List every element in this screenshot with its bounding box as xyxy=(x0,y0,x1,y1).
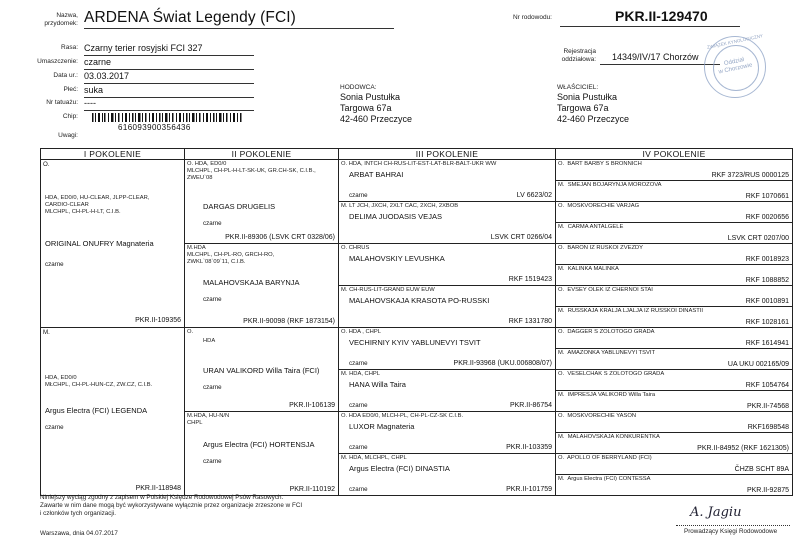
dog-name: Argus Electra (FCI) LEGENDA xyxy=(45,406,148,415)
registration-value: 14349/IV/17 Chorzów xyxy=(612,52,699,62)
owner-city: 42-460 Przeczyce xyxy=(557,114,630,124)
footer-disclaimer: Niniejszy wyciąg zgodny z zapisem w Polskiej Księdze Rodowodowej Psów Rasowych. Zawarte w nim dane mogą być wykorzystywane wyłącznie przez organizacje zrzeszone w FCI i członków tych organizacji. xyxy=(40,494,303,517)
reg-number: PKR.II-103359 xyxy=(506,444,552,451)
chip-barcode xyxy=(92,113,242,122)
breeder-label: HODOWCA: xyxy=(340,84,377,91)
gen4-5: O. BARON IZ RUSKOI ZVEZDY RKF 0018923 xyxy=(556,244,793,265)
signer-label: Prowadzący Księgi Rodowodowe xyxy=(684,528,778,535)
stamp-ring-text: ZWIĄZEK KYNOLOGICZNY xyxy=(706,33,764,50)
reg-number: PKR.II-118948 xyxy=(135,485,181,492)
dog-name: ARDENA Świat Legendy (FCI) xyxy=(84,9,296,26)
col-gen2: II POKOLENIE xyxy=(185,149,339,160)
gen4-6: M. KALINKA MALINKA RKF 1088852 xyxy=(556,265,793,286)
dog-name: DELIMA JUODASIS VEJAS xyxy=(349,212,442,221)
owner-block xyxy=(557,92,629,125)
breeder-city: 42-460 Przeczyce xyxy=(340,114,413,124)
gen3-6: M. HDA, CHPL HANA Willa Taira czarne PKR.II-86754 xyxy=(339,370,556,412)
col-gen4: IV POKOLENIE xyxy=(556,149,793,160)
chip-value: 616093900356436 xyxy=(118,123,191,132)
gen4-3: O. MOSKVORECHIE VARJAG RKF 0020656 xyxy=(556,202,793,223)
breeder-block xyxy=(340,92,412,125)
dog-name: ARBAT BAHRAI xyxy=(349,170,404,179)
owner-street: Targowa 67a xyxy=(557,103,609,113)
reg-number: RKF 1331780 xyxy=(508,318,552,325)
dog-name: HANA Willa Taira xyxy=(349,380,406,389)
gen3-8: M. HDA, MLCHPL, CHPL Argus Electra (FCI) DINASTIA czarne PKR.II-101759 xyxy=(339,454,556,496)
dog-name: LUXOR Magnateria xyxy=(349,422,415,431)
registration-label: Rejestracja oddziałowa: xyxy=(561,48,596,63)
dog-name: DARGAS DRUGELIS xyxy=(203,202,276,211)
gen4-1: O. BART BARBY S BRONNICH RKF 3723/RUS 0000125 xyxy=(556,160,793,181)
sex-label: Płeć: xyxy=(63,86,78,93)
gen3-4: M. CH-RUS-LIT-GRAND EUW EUW MALAHOVSKAJA KRASOTA PO-RUSSKI RKF 1331780 xyxy=(339,286,556,328)
dog-name: MALAHOVSKAJA BARYNJA xyxy=(203,278,300,287)
breed-label: Rasa: xyxy=(61,44,78,51)
dog-name: URAN VALIKORD Willa Taira (FCI) xyxy=(203,366,320,375)
dog-name: Argus Electra (FCI) DINASTIA xyxy=(349,464,450,473)
dog-name: MALAHOVSKAJA KRASOTA PO-RUSSKI xyxy=(349,296,490,305)
gen4-4: M. CARMA ANTALGELE LSVK CRT 0207/00 xyxy=(556,223,793,244)
reg-number: PKR.II-86754 xyxy=(509,402,552,409)
tattoo-label: Nr tatuażu: xyxy=(46,99,78,106)
reg-label: Nr rodowodu: xyxy=(512,14,552,21)
breed-value: Czarny terier rosyjski FCI 327 xyxy=(84,43,203,53)
stamp-text: Oddział w Chorzowie xyxy=(718,57,754,76)
tattoo-value: ---- xyxy=(84,98,96,108)
gen2-2: M.HDA MLCHPL, CH-PL-RO, GRCH-RO, ZWKL`08`09`11, C.I.B. MALAHOVSKAJA BARYNJA czarne PKR.II-90098 (RKF 1873154) xyxy=(185,244,339,328)
color-label: Umaszczenie: xyxy=(37,58,78,65)
name-label: Nazwa, przydomek: xyxy=(44,12,78,27)
reg-number: PKR.II-90098 (RKF 1873154) xyxy=(243,318,335,325)
titles: HDA, ED0/0 MŁCHPL, CH-PL-HUN-CZ, ZW.CZ, C.I.B. xyxy=(45,375,153,388)
gen2-3: O. HDA URAN VALIKORD Willa Taira (FCI) czarne PKR.II-106139 xyxy=(185,328,339,412)
gen3-1: O. HDA, INTCH CH-RUS-LIT-EST-LAT-BLR-BALT-UKR WW ARBAT BAHRAI czarne LV 6623/02 xyxy=(339,160,556,202)
reg-number: PKR.II-89306 (LSVK CRT 0328/06) xyxy=(225,234,335,241)
notes-label: Uwagi: xyxy=(58,132,78,139)
gen4-12: M. IMPRESJA VALIKORD Willa Taira PKR.II-74568 xyxy=(556,391,793,412)
gen3-5: O. HDA , CHPL VECHIRNIY KYIV YABLUNEVYI TSVIT czarne PKR.II-93968 (UKU.006808/07) xyxy=(339,328,556,370)
gen4-11: O. VESELCHAK S ZOLOTOGO GRADA RKF 1054764 xyxy=(556,370,793,391)
place-date: Warszawa, dnia 04.07.2017 xyxy=(40,530,118,537)
gen3-2: M. LT JCH, JXCH, 2XLT CAC, 2XCH, 2XBOB DELIMA JUODASIS VEJAS LSVK CRT 0266/04 xyxy=(339,202,556,244)
titles: HDA, ED0/0, HU-CLEAR, JLPP-CLEAR, CARDIO-CLEAR MLCHPL, CH-PL-H-LT, C.I.B. xyxy=(45,195,150,215)
breeder-street: Targowa 67a xyxy=(340,103,392,113)
reg-number: PKR.II-101759 xyxy=(506,486,552,493)
gen3-3: O. CHRUS MALAHOVSKIY LEVUSHKA RKF 1519423 xyxy=(339,244,556,286)
gen2-1: O. HDA, ED0/0 MLCHPL, CH-PL-H-LT-SK-UK, GR.CH-SK, C.I.B., ZWEU`08 DARGAS DRUGELIS czarne PKR.II-89306 (LSVK CRT 0328/06) xyxy=(185,160,339,244)
gen4-7: O. EVSEY OLEK IZ CHERNOI STAI RKF 0010891 xyxy=(556,286,793,307)
gen2-4: M.HDA, HU-N/N CHPL Argus Electra (FCI) HORTENSJA czarne PKR.II-110192 xyxy=(185,412,339,496)
signature: A. Jagiu xyxy=(690,505,742,520)
reg-number: LV 6623/02 xyxy=(516,192,552,199)
official-stamp xyxy=(704,33,766,98)
sex-value: suka xyxy=(84,85,104,95)
gen1-sire: O. HDA, ED0/0, HU-CLEAR, JLPP-CLEAR, CARDIO-CLEAR MLCHPL, CH-PL-H-LT, C.I.B. ORIGINAL ONUFRY Magnateria czarne PKR.II-109356 xyxy=(41,160,185,328)
owner-name: Sonia Pustułka xyxy=(557,92,618,102)
dog-name: VECHIRNIY KYIV YABLUNEVYI TSVIT xyxy=(349,338,481,347)
owner-label: WŁAŚCICIEL: xyxy=(557,84,599,91)
reg-number: LSVK CRT 0266/04 xyxy=(490,234,552,241)
gen4-2: M. SMEJAN BOJARYNJA MOROZOVA RKF 1070661 xyxy=(556,181,793,202)
gen4-15: O. APOLLO OF BERRYLAND (FCI) ČHZB SCHT 89A xyxy=(556,454,793,475)
dog-name: MALAHOVSKIY LEVUSHKA xyxy=(349,254,445,263)
dog-name: ORIGINAL ONUFRY Magnateria xyxy=(45,239,154,248)
color-value: czarne xyxy=(84,57,112,67)
gen4-14: M. MALAHOVSKAJA KONKURENTKA PKR.II-84952 (RKF 1621305) xyxy=(556,433,793,454)
gen4-13: O. MOSKVORECHIE YASON RKF1698548 xyxy=(556,412,793,433)
gen1-dam: M. HDA, ED0/0 MŁCHPL, CH-PL-HUN-CZ, ZW.CZ, C.I.B. Argus Electra (FCI) LEGENDA czarne PKR.II-118948 xyxy=(41,328,185,496)
dob-value: 03.03.2017 xyxy=(84,71,130,81)
col-gen1: I POKOLENIE xyxy=(41,149,185,160)
gen4-9: O. DAGGER S ZOLOTOGO GRADA RKF 1614941 xyxy=(556,328,793,349)
chip-label: Chip: xyxy=(62,113,78,120)
reg-number: RKF 1519423 xyxy=(508,276,552,283)
gen4-10: M. AMAZONKA YABLUNEVYI TSVIT UA UKU 002165/09 xyxy=(556,349,793,370)
dob-label: Data ur.: xyxy=(53,72,78,79)
reg-number: PKR.II-110192 xyxy=(289,486,335,493)
reg-number: PKR.II-106139 xyxy=(289,402,335,409)
gen3-7: O. HDA ED0/0, MLCH-PL, CH-PL-CZ-SK C.I.B. LUXOR Magnateria czarne PKR.II-103359 xyxy=(339,412,556,454)
col-gen3: III POKOLENIE xyxy=(339,149,556,160)
gen4-8: M. RUSSKAJA KRALJA LJALJA IZ RUSSKOI DINASTII RKF 1028161 xyxy=(556,307,793,328)
pedigree-table xyxy=(40,148,793,496)
registration-number: PKR.II-129470 xyxy=(615,8,708,24)
breeder-name: Sonia Pustułka xyxy=(340,92,401,102)
gen4-16: M. Argus Electra (FCI) CONTESSA PKR.II-92875 xyxy=(556,475,793,496)
reg-number: PKR.II-109356 xyxy=(135,317,181,324)
dog-name: Argus Electra (FCI) HORTENSJA xyxy=(203,440,315,449)
reg-number: PKR.II-93968 (UKU.006808/07) xyxy=(453,360,552,367)
